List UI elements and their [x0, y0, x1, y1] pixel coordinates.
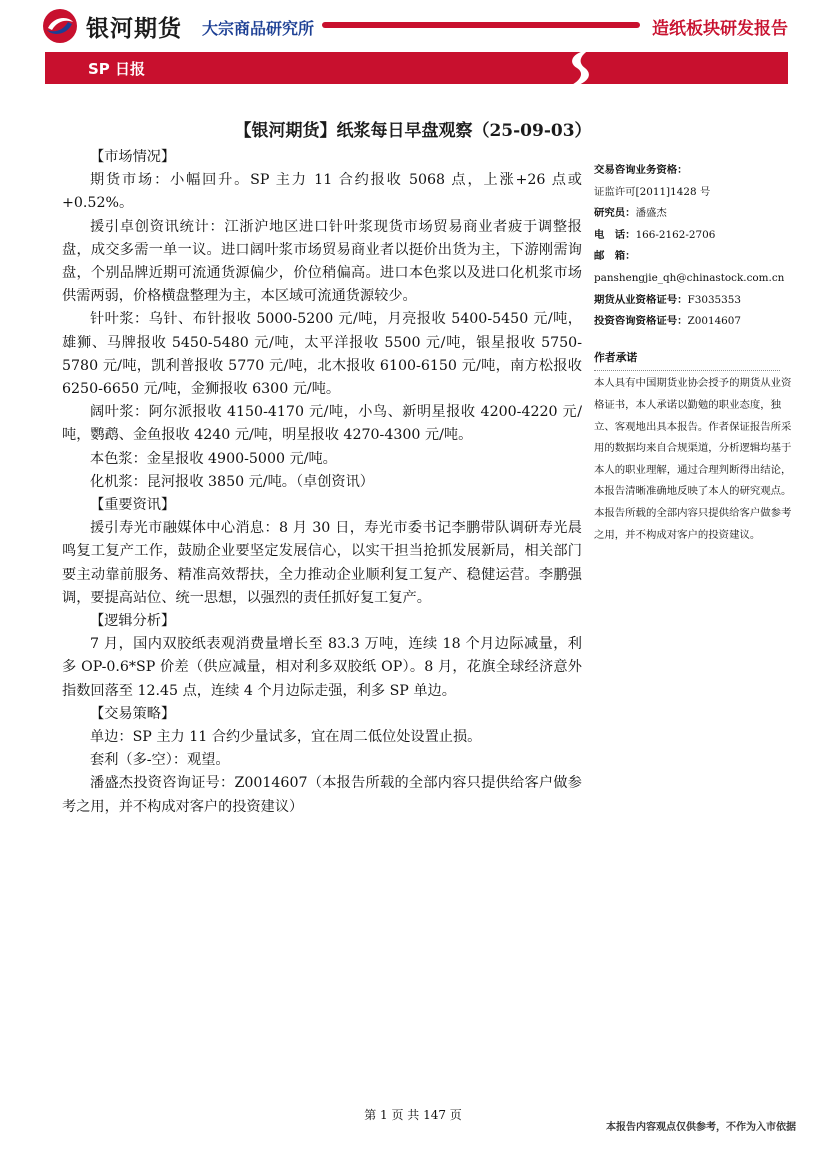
analyst-sidebar	[594, 160, 794, 546]
page-number: 第 1 页 共 147 页	[364, 1108, 462, 1122]
paragraph-chemimech: 化机浆：昆河报收 3850 元/吨。（卓创资讯）	[90, 473, 374, 490]
swoosh-icon	[555, 46, 605, 92]
analyst-name: 潘盛杰	[635, 207, 667, 220]
pledge-title: 作者承诺	[594, 350, 638, 364]
paragraph-analyst-note: 潘盛杰投资咨询证号：Z0014607（本报告所载的全部内容只提供给客户做参考之用，并不构成对客户的投资建议）	[62, 775, 582, 815]
futures-cert-number: F3035353	[687, 293, 742, 306]
paragraph-unbleached: 本色浆：金星报收 4900-5000 元/吨。	[90, 450, 337, 467]
institute-name: 大宗商品研究所	[202, 19, 315, 38]
report-title: 【银河期货】纸浆每日早盘观察（25-09-03）	[234, 121, 592, 141]
email-address[interactable]: panshengjie_qh@chinastock.com.cn	[594, 271, 785, 284]
invest-cert-number: Z0014607	[687, 315, 742, 328]
paragraph-market-summary: 援引卓创资讯统计：江浙沪地区进口针叶浆现货市场贸易商业者疲于调整报盘，成交多需一单一议。进口阔叶浆市场贸易商业者以挺价出货为主，下游刚需询盘，个别品牌近期可流通货源偏少，价位稍偏高。进口本色浆以及进口化机浆市场供需两弱，价格横盘整理为主，本区域可流通货源较少。	[62, 218, 582, 305]
section-heading-market: 【市场情况】	[90, 149, 176, 165]
analyst-label: 研究员：	[594, 207, 636, 220]
pledge-divider	[594, 370, 780, 371]
brand-name: 银河期货	[86, 16, 182, 42]
phone-number: 166-2162-2706	[635, 228, 716, 241]
license-number: 证监许可[2011]1428 号	[594, 185, 711, 198]
section-bar	[45, 52, 788, 84]
paragraph-logic: 7 月，国内双胶纸表观消费量增长至 83.3 万吨，连续 18 个月边际减量，利多 OP-0.6*SP 价差（供应减量，相对利多双胶纸 OP）。8 月，花旗全球经济意外指数回落至 12.45 点，连续 4 个月边际走强，利多 SP 单边。	[62, 636, 582, 699]
pledge-text: 本人具有中国期货业协会授予的期货从业资格证书，本人承诺以勤勉的职业态度，独立、客观地出具本报告。作者保证报告所采用的数据均来自合规渠道，分析逻辑均基于本人的职业理解，通过合理判断得出结论，本报告清晰准确地反映了本人的研究观点。本报告所载的全部内容只提供给客户做参考之用，并不构成对客户的投资建议。	[594, 377, 792, 541]
header-divider	[322, 22, 640, 28]
section-bar-label: SP 日报	[88, 60, 146, 78]
invest-cert-label: 投资咨询资格证号：	[594, 315, 688, 328]
paragraph-hardwood: 阔叶浆：阿尔派报收 4150-4170 元/吨，小鸟、新明星报收 4200-4220 元/吨，鹦鹉、金鱼报收 4240 元/吨，明星报收 4270-4300 元/吨。	[62, 404, 582, 444]
galaxy-logo-icon	[40, 8, 80, 44]
footer-disclaimer: 本报告内容观点仅供参考，不作为入市依据	[606, 1122, 796, 1133]
section-heading-strategy: 【交易策略】	[90, 705, 176, 722]
section-heading-news: 【重要资讯】	[90, 497, 176, 514]
phone-label: 电 话：	[594, 228, 636, 241]
paragraph-softwood: 针叶浆：乌针、布针报收 5000-5200 元/吨，月亮报收 5400-5450 元/吨，雄狮、马牌报收 5450-5480 元/吨，太平洋报收 5500 元/吨，银星报收 5750-5780 元/吨，凯利普报收 5770 元/吨，北木报收 6100-6150 元/吨，南方松报收 6250-6650 元/吨，金狮报收 6300 元/吨。	[62, 311, 582, 398]
report-body	[62, 146, 582, 819]
paragraph-arbitrage: 套利（多-空）：观望。	[90, 752, 230, 769]
email-label: 邮 箱：	[594, 250, 636, 263]
paragraph-futures: 期货市场：小幅回升。SP 主力 11 合约报收 5068 点，上涨+26 点或+0.52%。	[62, 172, 582, 212]
report-type: 造纸板块研发报告	[652, 19, 788, 39]
qualification-label: 交易咨询业务资格：	[594, 164, 688, 176]
section-heading-logic: 【逻辑分析】	[90, 613, 176, 630]
futures-cert-label: 期货从业资格证号：	[594, 293, 688, 306]
paragraph-single: 单边：SP 主力 11 合约少量试多，宜在周二低位处设置止损。	[90, 729, 482, 746]
paragraph-news: 援引寿光市融媒体中心消息：8 月 30 日，寿光市委书记李鹏带队调研寿光晨鸣复工复产工作，鼓励企业要坚定发展信心，以实干担当抢抓发展新局，相关部门要主动靠前服务、精准高效帮扶，全力推动企业顺利复工复产、稳健运营。李鹏强调，要提高站位、统一思想，以强烈的责任抓好复工复产。	[62, 520, 582, 606]
